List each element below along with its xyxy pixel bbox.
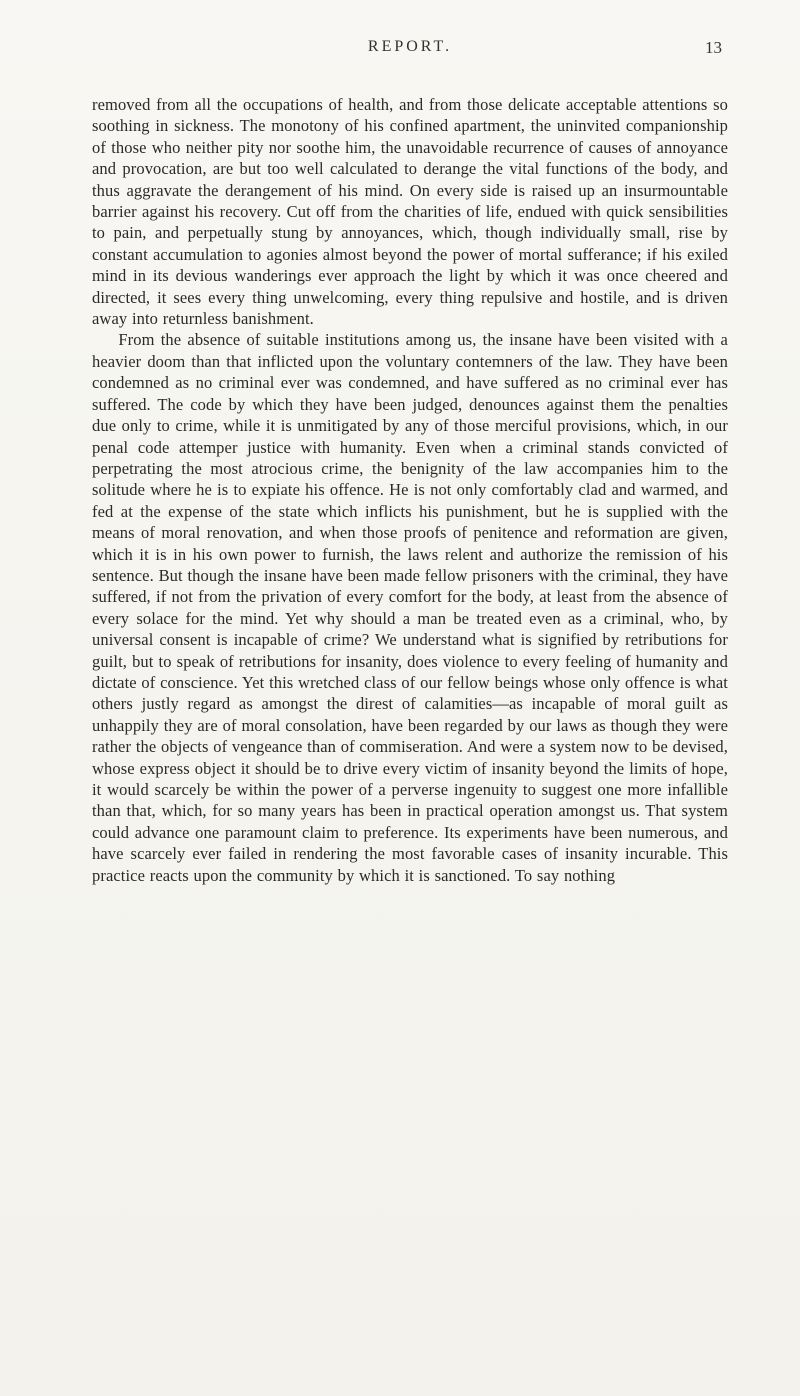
running-head [92, 38, 728, 68]
paragraph-continued: removed from all the occupations of health, and from those delicate acceptable attentions so soothing in sickness. The monotony of his confined apartment, the uninvited companionship of those who neither pity nor soothe him, the unavoidable recurrence of causes of annoyance and provocation, are but too well calculated to derange the vital functions of the body, and thus aggravate the derangement of his mind. On every side is raised up an insurmountable barrier against his recovery. Cut off from the charities of life, endued with quick sensibilities to pain, and perpetually stung by annoyances, which, though individually small, rise by constant accumulation to agonies almost beyond the power of mortal sufferance; if his exiled mind in its devious wanderings ever approach the light by which it was once cheered and directed, it sees every thing unwelcoming, every thing repulsive and hostile, and is driven away into returnless banishment. [92, 95, 728, 329]
paragraph-second: From the absence of suitable institutions among us, the insane have been visited with a heavier doom than that inflicted upon the voluntary contemners of the law. They have been condemned as no criminal ever was condemned, and have suffered as no criminal ever has suffered. The code by which they have been judged, denounces against them the penalties due only to crime, while it is unmitigated by any of those merciful provisions, which, in our penal code attemper justice with humanity. Even when a criminal stands convicted of perpetrating the most atrocious crime, the benignity of the law accompanies him to the solitude where he is to expiate his offence. He is not only comfortably clad and warmed, and fed at the expense of the state which inflicts his punishment, but he is supplied with the means of moral renovation, and when those proofs of penitence and reformation are given, which it is in his own power to furnish, the laws relent and authorize the remission of his sentence. But though the insane have been made fellow prisoners with the criminal, they have suffered, if not from the privation of every comfort for the body, at least from the absence of every solace for the mind. Yet why should a man be treated even as a criminal, who, by universal consent is incapable of crime? We understand what is signified by retributions for guilt, but to speak of retributions for insanity, does violence to every feeling of humanity and dictate of conscience. Yet this wretched class of our fellow beings whose only offence is what others justly regard as amongst the direst of calamities—as incapable of moral guilt as unhappily they are of moral consolation, have been regarded by our laws as though they were rather the objects of vengeance than of commiseration. And were a system now to be devised, whose express object it should be to drive every victim of insanity beyond the limits of hope, it would scarcely be within the power of a perverse ingenuity to suggest one more infallible than that, which, for so many years has been in practical operation amongst us. That system could advance one paramount claim to preference. Its experiments have been numerous, and have scarcely ever failed in rendering the most favorable cases of insanity incurable. This practice reacts upon the community by which it is sanctioned. To say nothing [92, 330, 728, 885]
page-body-text [92, 94, 728, 886]
page-number: 13 [705, 38, 722, 57]
page-header-title: REPORT. [367, 38, 453, 55]
